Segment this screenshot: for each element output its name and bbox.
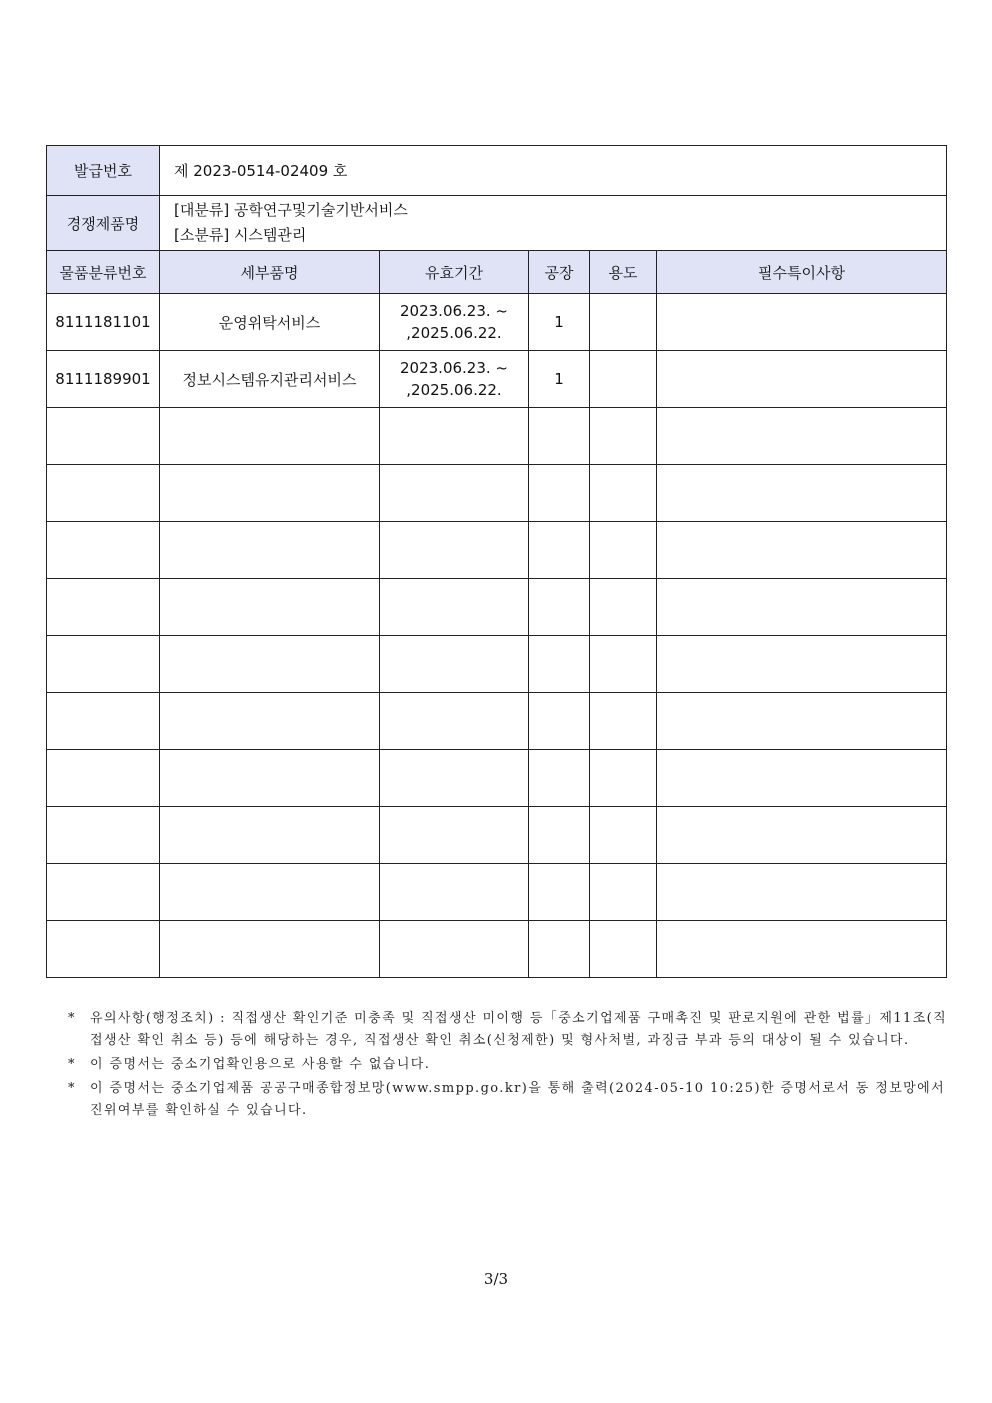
table-row-empty [47, 693, 947, 750]
header-detail-name: 세부품명 [160, 251, 380, 294]
major-category: [대분류] 공학연구및기술기반서비스 [174, 201, 408, 219]
row-name: 운영위탁서비스 [160, 294, 380, 351]
period-start: 2023.06.23. ~ [400, 359, 508, 377]
header-classification-number: 물품분류번호 [47, 251, 160, 294]
header-special-notes: 필수특이사항 [657, 251, 947, 294]
row-use [590, 294, 657, 351]
row-code: 8111181101 [47, 294, 160, 351]
row-use [590, 351, 657, 408]
note-caution [68, 1008, 948, 1052]
table-row-empty [47, 864, 947, 921]
note-bullet: * [68, 1011, 76, 1026]
table-row-empty [47, 465, 947, 522]
period-end: ,2025.06.22. [406, 381, 502, 399]
row-factory: 1 [529, 351, 590, 408]
table-row-empty [47, 408, 947, 465]
table-row [47, 294, 947, 351]
table-row-empty [47, 522, 947, 579]
period-start: 2023.06.23. ~ [400, 302, 508, 320]
row-name: 정보시스템유지관리서비스 [160, 351, 380, 408]
row-code: 8111189901 [47, 351, 160, 408]
row-period [380, 351, 529, 408]
row-period [380, 294, 529, 351]
row-factory: 1 [529, 294, 590, 351]
note-usage [68, 1054, 948, 1076]
table-row-empty [47, 579, 947, 636]
page-number: 3/3 [483, 1270, 509, 1288]
issue-number-label: 발급번호 [47, 146, 160, 196]
product-name-label: 경쟁제품명 [47, 196, 160, 251]
row-note [657, 351, 947, 408]
table-row-empty [47, 750, 947, 807]
row-note [657, 294, 947, 351]
table-row-empty [47, 636, 947, 693]
note-verification [68, 1078, 948, 1122]
table-row [47, 351, 947, 408]
note-bullet: * [68, 1081, 76, 1096]
note-text: 이 증명서는 중소기업확인용으로 사용할 수 없습니다. [90, 1057, 431, 1072]
table-row-empty [47, 921, 947, 978]
header-use: 용도 [590, 251, 657, 294]
note-text: 유의사항(행정조치) : 직접생산 확인기준 미충족 및 직접생산 미이행 등「중소기업제품 구매촉진 및 판로지원에 관한 법률」제11조(직접생산 확인 취소 등) 등에 해당하는 경우, 직접생산 확인 취소(신청제한) 및 형사처벌, 과징금 부과 등의 대상이 될 수 있습니다. [90, 1011, 948, 1048]
note-bullet: * [68, 1057, 76, 1072]
notes-section [68, 1008, 948, 1124]
certificate-table [46, 145, 947, 978]
minor-category: [소분류] 시스템관리 [174, 226, 307, 244]
period-end: ,2025.06.22. [406, 324, 502, 342]
issue-number-value: 제 2023-0514-02409 호 [160, 146, 947, 196]
table-header-row [47, 251, 947, 294]
note-text: 이 증명서는 중소기업제품 공공구매종합정보망(www.smpp.go.kr)을 통해 출력(2024-05-10 10:25)한 증명서로서 동 정보망에서 진위여부를 확인하실 수 있습니다. [90, 1081, 946, 1118]
certificate-table-container [46, 145, 946, 978]
product-classification [160, 196, 947, 251]
table-row-empty [47, 807, 947, 864]
header-validity-period: 유효기간 [380, 251, 529, 294]
header-factory: 공장 [529, 251, 590, 294]
